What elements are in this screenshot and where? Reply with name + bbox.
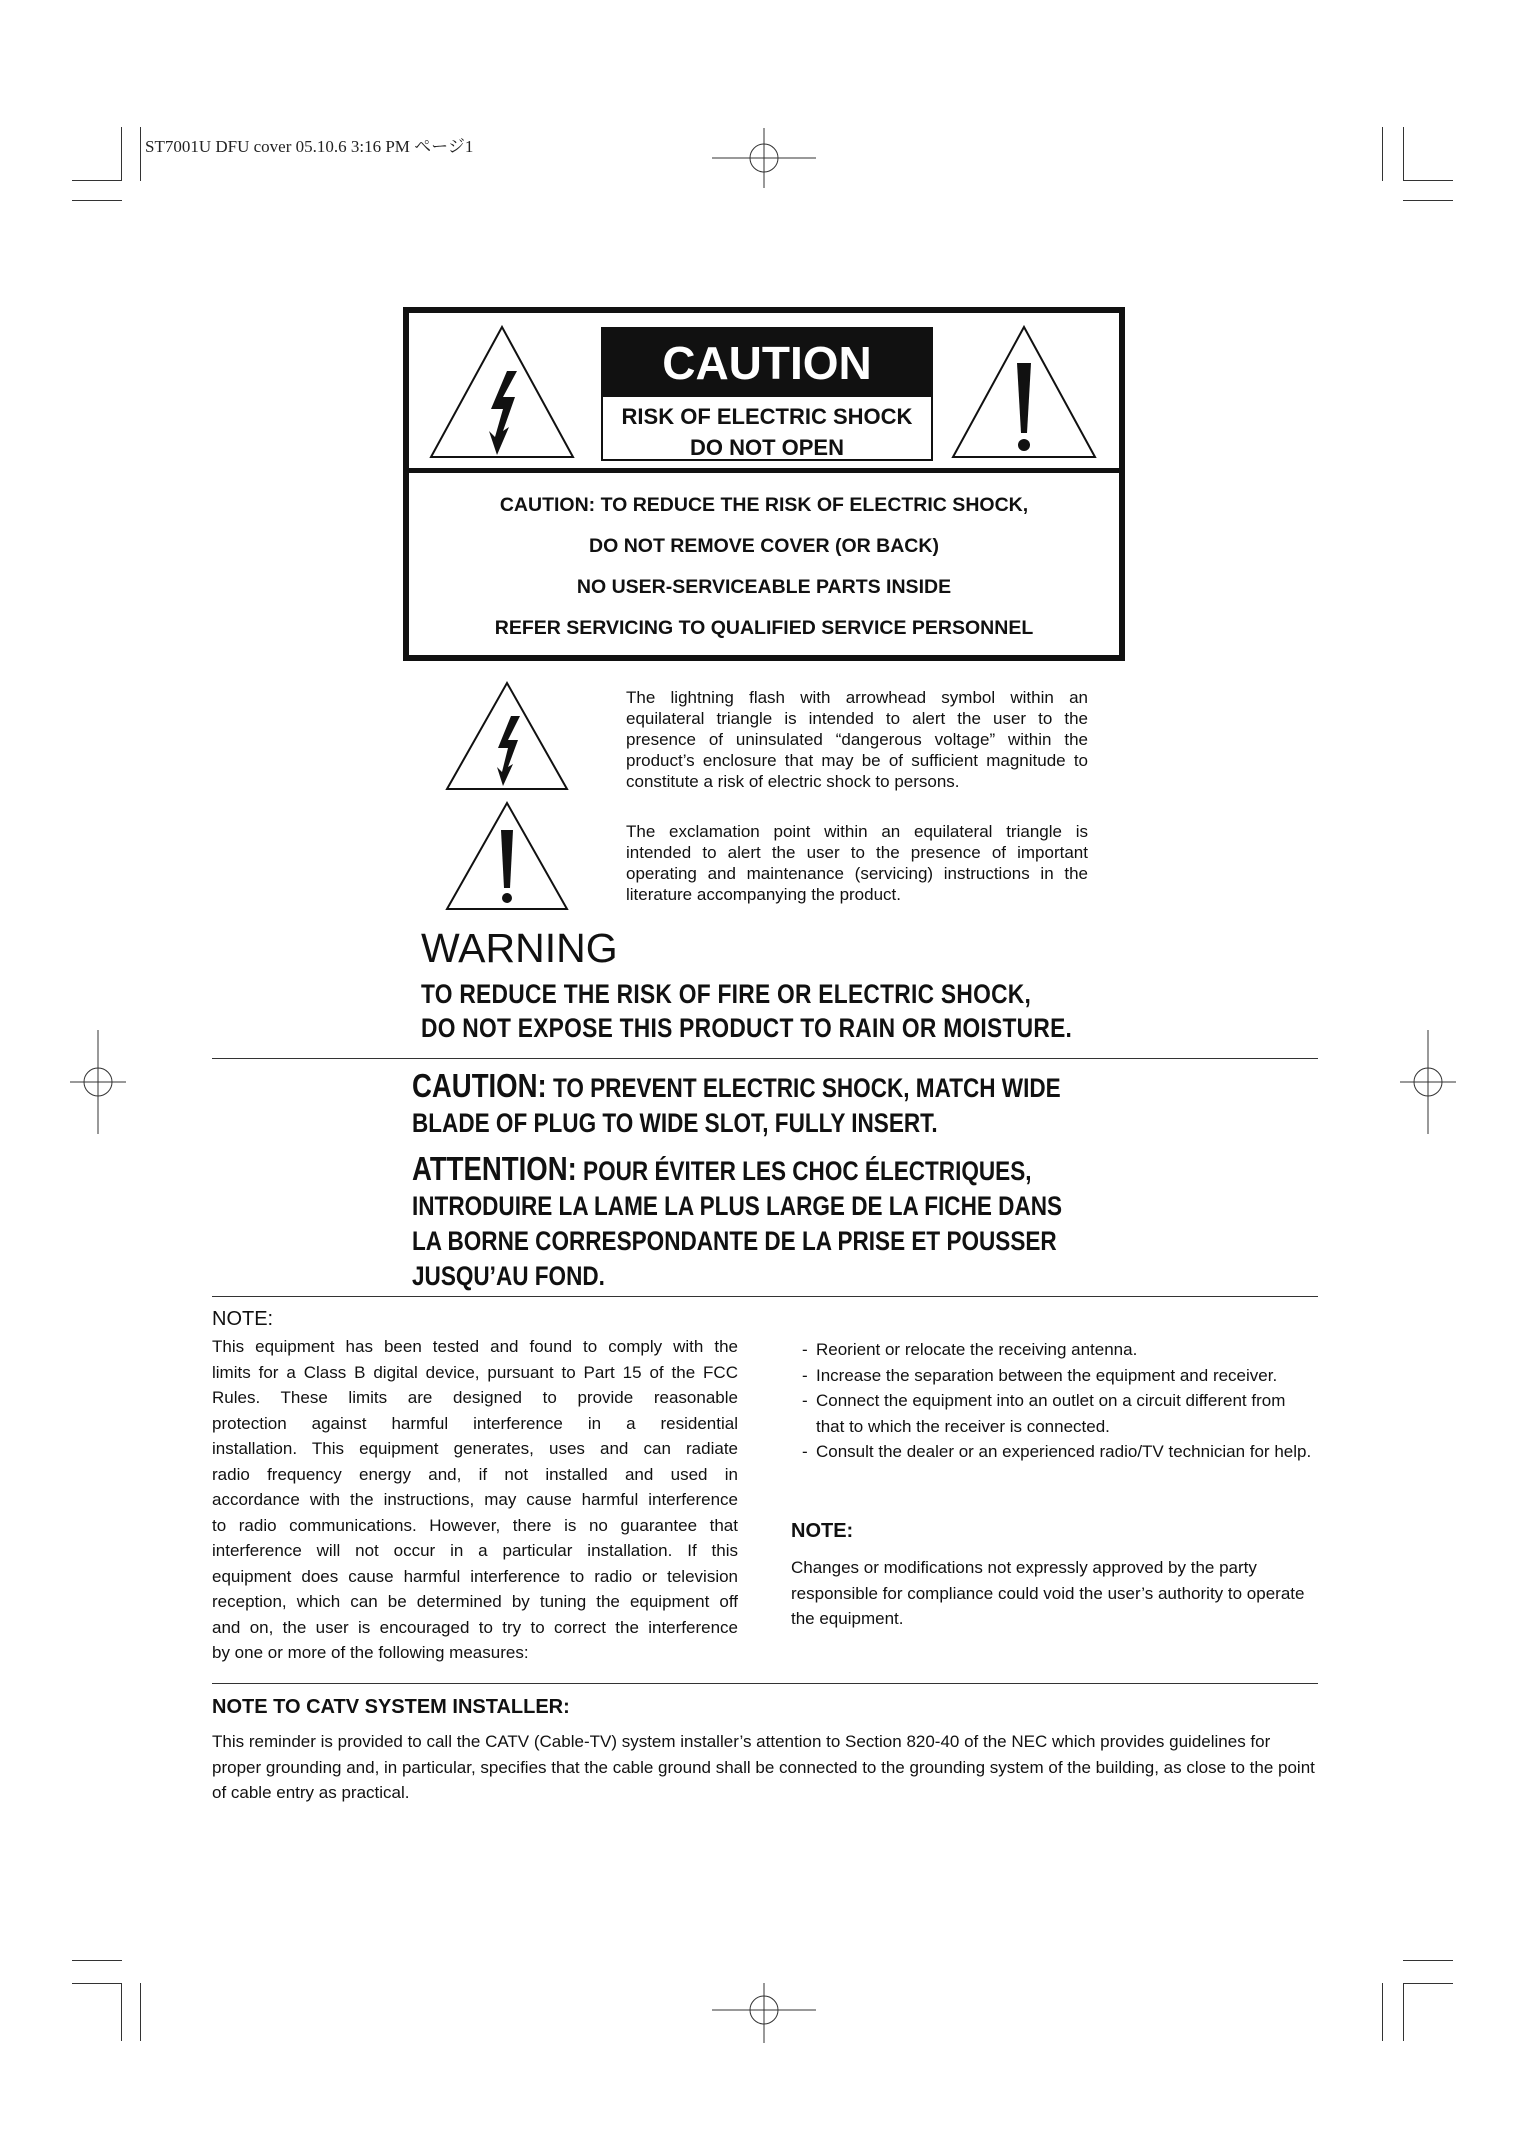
note2-heading: NOTE: <box>791 1520 854 1542</box>
note-line: accordance with the instructions, may cause harmful interference <box>212 1490 738 1509</box>
lightning-triangle-icon <box>444 680 570 792</box>
exclamation-triangle-icon <box>949 323 1099 461</box>
lightning-triangle-icon <box>427 323 577 461</box>
note-line: by one or more of the following measures: <box>212 1643 529 1662</box>
caution-plug-line: BLADE OF PLUG TO WIDE SLOT, FULLY INSERT. <box>412 1108 938 1138</box>
caution-box-lines <box>409 485 1119 649</box>
warning-line: DO NOT EXPOSE THIS PRODUCT TO RAIN OR MOISTURE. <box>421 1013 1073 1043</box>
registration-mark-bottom <box>712 1983 816 2043</box>
divider <box>212 1296 1318 1297</box>
list-item: - Increase the separation between the equipment and receiver. <box>802 1365 1278 1385</box>
note-line: Rules. These limits are designed to provide reasonable <box>212 1388 738 1407</box>
caution-line: REFER SERVICING TO QUALIFIED SERVICE PERSONNEL <box>494 617 1034 639</box>
attention-notice <box>412 1151 1130 1294</box>
measures-list <box>800 1337 1320 1465</box>
caution-subtitle <box>603 397 931 463</box>
exclamation-triangle-icon <box>444 800 570 912</box>
list-item: - Reorient or relocate the receiving antenna. <box>802 1340 1138 1359</box>
print-slug: ST7001U DFU cover 05.10.6 3:16 PM ページ1 <box>145 137 474 156</box>
divider <box>212 1683 1318 1684</box>
registration-mark-right <box>1400 1030 1456 1134</box>
attention-line: LA BORNE CORRESPONDANTE DE LA PRISE ET POUSSER <box>412 1226 1057 1256</box>
caution-box-header <box>409 313 1119 473</box>
list-item: - Connect the equipment into an outlet on a circuit different from that to which the receiver is connected. <box>802 1391 1286 1436</box>
note-line: interference will not occur in a particular installation. If this <box>212 1541 738 1560</box>
caution-sub-line: DO NOT OPEN <box>689 435 844 460</box>
caution-line: NO USER-SERVICEABLE PARTS INSIDE <box>576 576 952 598</box>
registration-mark-left <box>70 1030 126 1134</box>
attention-label: ATTENTION: <box>412 1150 577 1187</box>
caution-plug-notice <box>412 1068 1130 1141</box>
note-line: radio frequency energy and, if not installed and used in <box>212 1464 738 1484</box>
attention-line: POUR ÉVITER LES CHOC ÉLECTRIQUES, <box>576 1156 1032 1186</box>
note-line: This equipment has been tested and found to comply with the <box>212 1337 738 1356</box>
note-line: protection against harmful interference in a residential <box>212 1413 738 1433</box>
attention-line: INTRODUIRE LA LAME LA PLUS LARGE DE LA FICHE DANS <box>412 1191 1063 1221</box>
caution-plug-line: TO PREVENT ELECTRIC SHOCK, MATCH WIDE <box>546 1073 1061 1103</box>
caution-plug-label: CAUTION: <box>412 1067 547 1104</box>
registration-mark-top <box>712 128 816 188</box>
attention-line: JUSQU’AU FOND. <box>412 1261 605 1291</box>
note-body <box>212 1334 738 1666</box>
list-item: - Consult the dealer or an experienced radio/TV technician for help. <box>802 1442 1312 1461</box>
lightning-symbol-description: The lightning flash with arrowhead symbol within an equilateral triangle is intended to alert the user to the presence of uninsulated “dangerous voltage” within the product’s enclosure that may be of sufficient magnitude to constitute a risk of electric shock to persons. <box>626 688 1088 791</box>
caution-title: CAUTION <box>603 329 931 397</box>
divider <box>212 1058 1318 1059</box>
note-line: equipment does cause harmful interference to radio or television <box>212 1566 738 1586</box>
note-line: to radio communications. However, there is no guarantee that <box>212 1515 738 1535</box>
caution-sub-line: RISK OF ELECTRIC SHOCK <box>621 404 913 429</box>
note-line: and on, the user is encouraged to try to correct the interference <box>212 1617 738 1637</box>
note-line: limits for a Class B digital device, pursuant to Part 15 of the FCC <box>212 1362 738 1382</box>
caution-label <box>601 327 933 461</box>
warning-line: TO REDUCE THE RISK OF FIRE OR ELECTRIC SHOCK, <box>421 979 1032 1009</box>
note-line: reception, which can be determined by tuning the equipment off <box>212 1592 738 1611</box>
note-heading: NOTE: <box>212 1308 274 1330</box>
caution-box <box>403 307 1125 661</box>
caution-line: CAUTION: TO REDUCE THE RISK OF ELECTRIC SHOCK, <box>499 494 1029 516</box>
warning-body <box>421 977 1073 1045</box>
note2-body: Changes or modifications not expressly approved by the party responsible for compliance could void the user’s authority to operate the equipment. <box>791 1558 1305 1628</box>
catv-heading: NOTE TO CATV SYSTEM INSTALLER: <box>212 1696 570 1718</box>
exclamation-symbol-description: The exclamation point within an equilateral triangle is intended to alert the user to the presence of important operating and maintenance (servicing) instructions in the literature accompanying the product. <box>626 822 1088 904</box>
caution-line: DO NOT REMOVE COVER (OR BACK) <box>589 535 939 557</box>
warning-title: WARNING <box>421 925 618 971</box>
catv-body: This reminder is provided to call the CATV (Cable-TV) system installer’s attention to Section 820-40 of the NEC which provides guidelines for proper grounding and, in particular, specifies that the cable ground shall be connected to the grounding system of the building, as close to the point of cable entry as practical. <box>212 1732 1315 1802</box>
note-line: installation. This equipment generates, uses and can radiate <box>212 1439 738 1458</box>
